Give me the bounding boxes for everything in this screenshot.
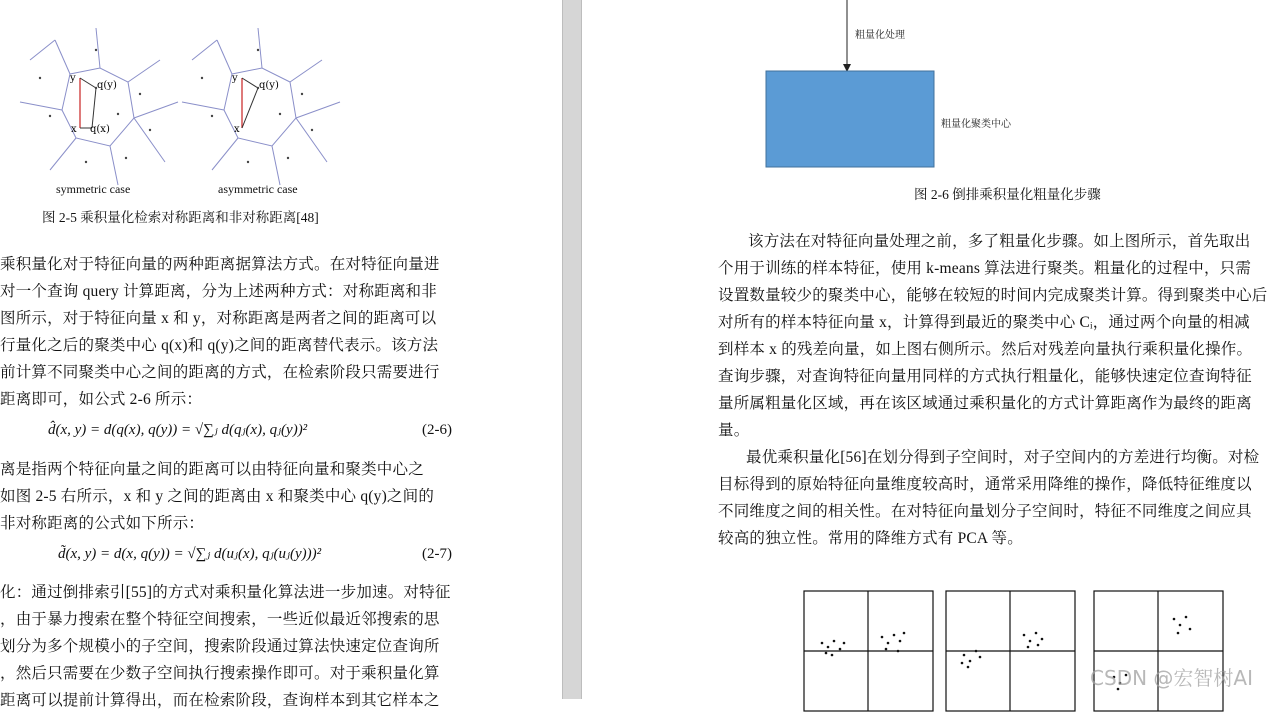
right-para1-line: 个用于训练的样本特征，使用 k-means 算法进行聚类。粗量化的过程中，只需 [718,260,1252,277]
left-para1-line: 距离即可，如公式 2-6 所示： [0,391,203,408]
box-label: 粗量化聚类中心 [941,119,1011,130]
equation-2-6-number: (2-6) [422,422,452,438]
left-para3-line: 划分为多个规模小的子空间，搜索阶段通过算法快速定位查询所 [0,638,440,655]
right-para2-line: 不同维度之间的相关性。在对特征向量划分子空间时，特征不同维度之间应具 [718,503,1252,520]
left-para3-line: 化：通过倒排索引[55]的方式对乘积量化算法进一步加速。对特征 [0,584,451,601]
page-gutter [562,0,582,699]
right-para1-line: 该方法在对特征向量处理之前，多了粗量化步骤。如上图所示，首先取出 [748,233,1251,250]
left-para1-line: 对一个查询 query 计算距离，分为上述两种方式：对称距离和非 [0,283,437,300]
equation-2-7: d̃(x, y) = d(x, q(y)) = √∑ⱼ d(uⱼ(x), qⱼ(uⱼ(y)))² [58,546,322,562]
asym-label-y: y [232,73,238,84]
flow-diagram [582,0,1261,180]
sym-label-x: x [71,124,77,135]
coarse-cluster-box [766,71,934,167]
figure-2-5-caption: 图 2-5 乘积量化检索对称距离和非对称距离[48] [42,210,319,225]
right-para1-line: 设置数量较少的聚类中心，能够在较短的时间内完成聚类计算。得到聚类中心后 [718,287,1268,304]
right-para2-line: 较高的独立性。常用的降维方式有 PCA 等。 [718,530,1023,547]
right-para1-line: 量。 [718,422,750,439]
left-para1-line: 乘积量化对于特征向量的两种距离据算法方式。在对特征向量进 [0,256,440,273]
asymmetric-diagram-lines [242,78,258,128]
equation-2-7-number: (2-7) [422,546,452,562]
equation-2-6: d̂(x, y) = d(q(x), q(y)) = √∑ⱼ d(qⱼ(x), qⱼ(y))² [48,422,308,438]
left-para3-line: ，由于暴力搜索在整个特征空间搜索，一些近似最近邻搜索的思 [0,611,440,628]
left-para1-line: 图所示，对于特征向量 x 和 y，对称距离是两者之间的距离可以 [0,310,437,327]
left-para3-line: ，然后只需要在少数子空间执行搜索操作即可。对于乘积量化算 [0,665,440,682]
left-para1-line: 行量化之后的聚类中心 q(x)和 q(y)之间的距离替代表示。该方法 [0,337,439,354]
figure-2-6-caption: 图 2-6 倒排乘积量化粗量化步骤 [914,187,1101,202]
right-para1-line: 量所属粗量化区域，再在该区域通过乘积量化的方式计算距离作为最终的距离 [718,395,1252,412]
voronoi-figure [0,20,360,200]
symmetric-diagram [20,28,178,185]
right-para2-line: 最优乘积量化[56]在划分得到子空间时，对子空间内的方差进行均衡。对检 [746,449,1260,466]
left-para2-line: 非对称距离的公式如下所示： [0,515,205,532]
asymmetric-points [201,49,313,163]
right-document-page [582,0,1268,699]
left-para2-line: 离是指两个特征向量之间的距离可以由特征向量和聚类中心之 [0,461,424,478]
sym-label-qx: q(x) [90,124,110,135]
right-para1-line: 对所有的样本特征向量 x，计算得到最近的聚类中心 Cᵢ，通过两个向量的相减 [718,314,1250,331]
watermark-text: CSDN @宏智树AI [1090,666,1253,690]
arrow-label: 粗量化处理 [855,30,905,41]
asym-label-qy: q(y) [259,80,279,91]
asymmetric-caption: asymmetric case [218,182,298,196]
symmetric-points [39,49,151,163]
left-para2-line: 如图 2-5 右所示，x 和 y 之间的距离由 x 和聚类中心 q(y)之间的 [0,488,435,505]
right-para2-line: 目标得到的原始特征向量维度较高时，通常采用降维的操作，降低特征维度以 [718,476,1252,493]
left-para3-line: 距离可以提前计算得出，而在检索阶段，查询样本到其它样本之 [0,692,440,709]
left-para1-line: 前计算不同聚类中心之间的距离的方式，在检索阶段只需要进行 [0,364,440,381]
sym-label-y: y [70,73,76,84]
right-para1-line: 到样本 x 的残差向量，如上图右侧所示。然后对残差向量执行乘积量化操作。 [718,341,1253,358]
sym-label-qy: q(y) [97,80,117,91]
asym-label-x: x [234,124,240,135]
asymmetric-diagram [182,28,340,185]
symmetric-caption: symmetric case [56,182,131,196]
right-para1-line: 查询步骤，对查询特征向量用同样的方式执行粗量化，能够快速定位查询特征 [718,368,1252,385]
symmetric-diagram-lines [80,78,96,128]
left-document-page [0,0,562,709]
